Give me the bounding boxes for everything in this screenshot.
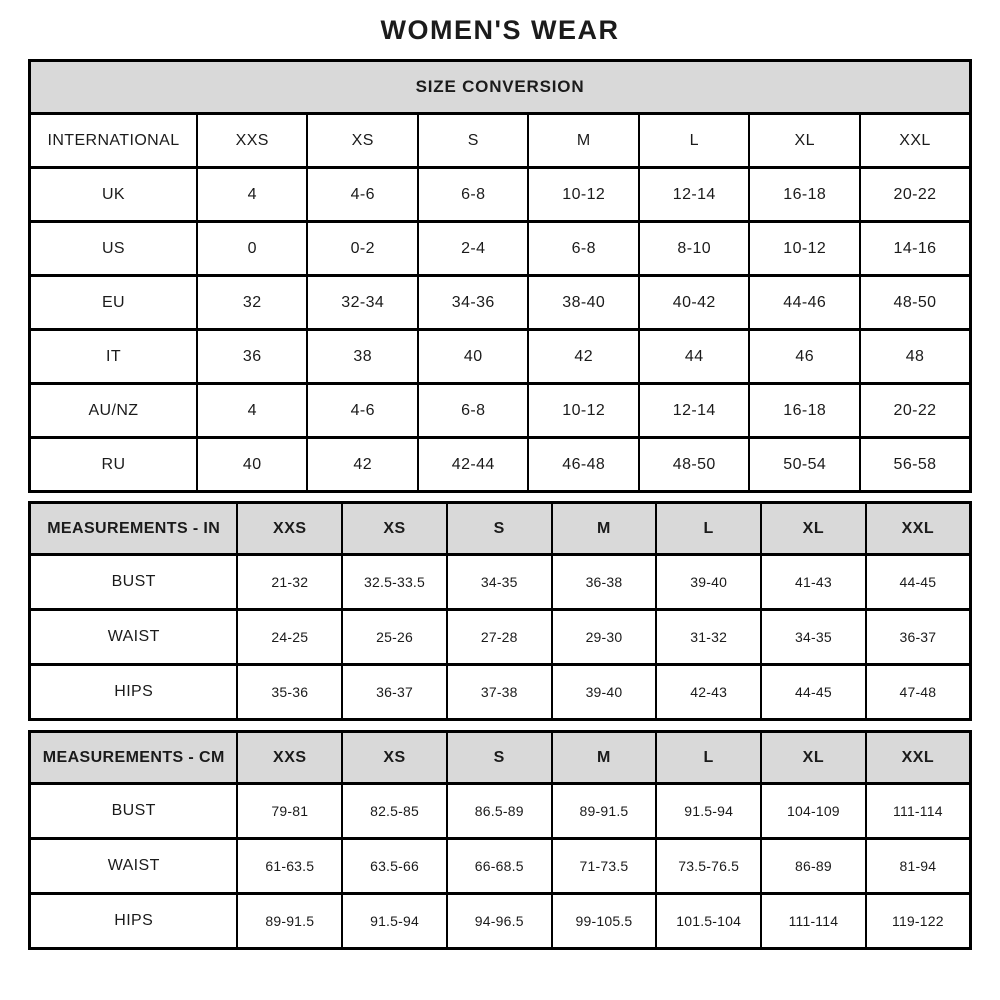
value-cell: 4-6 [307, 384, 418, 438]
value-cell: 61-63.5 [237, 839, 342, 894]
value-cell: 16-18 [749, 168, 860, 222]
size-header-cell: L [656, 503, 761, 555]
row-label: WAIST [30, 839, 238, 894]
table-row [30, 610, 971, 665]
value-cell: 48 [860, 330, 971, 384]
value-cell: 25-26 [342, 610, 447, 665]
value-cell: 10-12 [749, 222, 860, 276]
row-label: IT [30, 330, 197, 384]
value-cell: 44-45 [761, 665, 866, 720]
value-cell: 99-105.5 [552, 894, 657, 949]
size-header-cell: XS [307, 114, 418, 168]
table-row [30, 839, 971, 894]
value-cell: 44-45 [866, 555, 971, 610]
value-cell: 40 [418, 330, 529, 384]
size-header-cell: M [552, 503, 657, 555]
value-cell: 81-94 [866, 839, 971, 894]
value-cell: 36 [197, 330, 308, 384]
value-cell: 8-10 [639, 222, 750, 276]
table-row [30, 438, 971, 492]
value-cell: 48-50 [639, 438, 750, 492]
value-cell: 38 [307, 330, 418, 384]
value-cell: 73.5-76.5 [656, 839, 761, 894]
value-cell: 40 [197, 438, 308, 492]
value-cell: 32.5-33.5 [342, 555, 447, 610]
value-cell: 29-30 [552, 610, 657, 665]
value-cell: 56-58 [860, 438, 971, 492]
size-header-cell: XXL [860, 114, 971, 168]
value-cell: 79-81 [237, 784, 342, 839]
value-cell: 27-28 [447, 610, 552, 665]
value-cell: 39-40 [552, 665, 657, 720]
row-label: WAIST [30, 610, 238, 665]
value-cell: 47-48 [866, 665, 971, 720]
row-label: AU/NZ [30, 384, 197, 438]
value-cell: 10-12 [528, 384, 639, 438]
table-row [30, 168, 971, 222]
value-cell: 6-8 [418, 168, 529, 222]
value-cell: 36-37 [342, 665, 447, 720]
value-cell: 50-54 [749, 438, 860, 492]
value-cell: 89-91.5 [552, 784, 657, 839]
size-conversion-table [28, 59, 972, 493]
value-cell: 34-35 [447, 555, 552, 610]
value-cell: 71-73.5 [552, 839, 657, 894]
value-cell: 4 [197, 384, 308, 438]
size-header-cell: XS [342, 732, 447, 784]
size-header-cell: XXL [866, 732, 971, 784]
header-row [30, 732, 971, 784]
header-row [30, 503, 971, 555]
value-cell: 104-109 [761, 784, 866, 839]
value-cell: 111-114 [761, 894, 866, 949]
row-label: EU [30, 276, 197, 330]
header-row [30, 114, 971, 168]
value-cell: 20-22 [860, 384, 971, 438]
measurements-cm-table [28, 730, 972, 950]
value-cell: 12-14 [639, 384, 750, 438]
measurements-in-body [30, 503, 971, 720]
table-row [30, 222, 971, 276]
value-cell: 31-32 [656, 610, 761, 665]
size-header-cell: M [552, 732, 657, 784]
size-header-cell: XL [761, 732, 866, 784]
value-cell: 42-44 [418, 438, 529, 492]
value-cell: 6-8 [528, 222, 639, 276]
size-header-cell: M [528, 114, 639, 168]
value-cell: 48-50 [860, 276, 971, 330]
value-cell: 37-38 [447, 665, 552, 720]
value-cell: 89-91.5 [237, 894, 342, 949]
page-title: WOMEN'S WEAR [380, 15, 620, 45]
size-header-cell: S [447, 732, 552, 784]
value-cell: 66-68.5 [447, 839, 552, 894]
value-cell: 36-37 [866, 610, 971, 665]
value-cell: 2-4 [418, 222, 529, 276]
row-label: BUST [30, 784, 238, 839]
value-cell: 20-22 [860, 168, 971, 222]
row-label: RU [30, 438, 197, 492]
value-cell: 39-40 [656, 555, 761, 610]
row-label: BUST [30, 555, 238, 610]
table-row [30, 894, 971, 949]
size-header-cell: XL [749, 114, 860, 168]
row-label: HIPS [30, 665, 238, 720]
value-cell: 46 [749, 330, 860, 384]
value-cell: 40-42 [639, 276, 750, 330]
value-cell: 44 [639, 330, 750, 384]
measurements-in-table [28, 501, 972, 721]
size-header-cell: L [656, 732, 761, 784]
value-cell: 41-43 [761, 555, 866, 610]
value-cell: 34-36 [418, 276, 529, 330]
value-cell: 21-32 [237, 555, 342, 610]
size-header-cell: XXS [237, 503, 342, 555]
size-header-cell: XXS [197, 114, 308, 168]
value-cell: 63.5-66 [342, 839, 447, 894]
value-cell: 42 [307, 438, 418, 492]
size-header-cell: XL [761, 503, 866, 555]
measurements-cm-body [30, 732, 971, 949]
value-cell: 4 [197, 168, 308, 222]
table-row [30, 276, 971, 330]
table-row [30, 555, 971, 610]
header-label: MEASUREMENTS - CM [30, 732, 238, 784]
value-cell: 42 [528, 330, 639, 384]
value-cell: 12-14 [639, 168, 750, 222]
size-chart-page [28, 0, 972, 950]
value-cell: 4-6 [307, 168, 418, 222]
size-header-cell: S [418, 114, 529, 168]
header-label: INTERNATIONAL [30, 114, 197, 168]
value-cell: 14-16 [860, 222, 971, 276]
table-row [30, 784, 971, 839]
value-cell: 101.5-104 [656, 894, 761, 949]
value-cell: 6-8 [418, 384, 529, 438]
value-cell: 46-48 [528, 438, 639, 492]
value-cell: 38-40 [528, 276, 639, 330]
table-row [30, 384, 971, 438]
table-row [30, 665, 971, 720]
value-cell: 94-96.5 [447, 894, 552, 949]
value-cell: 44-46 [749, 276, 860, 330]
size-header-cell: XXS [237, 732, 342, 784]
size-header-cell: XS [342, 503, 447, 555]
value-cell: 91.5-94 [342, 894, 447, 949]
value-cell: 10-12 [528, 168, 639, 222]
header-label: MEASUREMENTS - IN [30, 503, 238, 555]
value-cell: 86-89 [761, 839, 866, 894]
table-banner-title: SIZE CONVERSION [30, 61, 971, 114]
value-cell: 36-38 [552, 555, 657, 610]
value-cell: 35-36 [237, 665, 342, 720]
row-label: US [30, 222, 197, 276]
row-label: HIPS [30, 894, 238, 949]
size-header-cell: L [639, 114, 750, 168]
value-cell: 24-25 [237, 610, 342, 665]
value-cell: 34-35 [761, 610, 866, 665]
value-cell: 0 [197, 222, 308, 276]
size-header-cell: XXL [866, 503, 971, 555]
value-cell: 42-43 [656, 665, 761, 720]
value-cell: 32 [197, 276, 308, 330]
value-cell: 82.5-85 [342, 784, 447, 839]
value-cell: 111-114 [866, 784, 971, 839]
row-label: UK [30, 168, 197, 222]
value-cell: 16-18 [749, 384, 860, 438]
banner-row [30, 61, 971, 114]
value-cell: 119-122 [866, 894, 971, 949]
table-row [30, 330, 971, 384]
size-header-cell: S [447, 503, 552, 555]
value-cell: 32-34 [307, 276, 418, 330]
size-conversion-body [30, 61, 971, 492]
value-cell: 0-2 [307, 222, 418, 276]
value-cell: 91.5-94 [656, 784, 761, 839]
value-cell: 86.5-89 [447, 784, 552, 839]
